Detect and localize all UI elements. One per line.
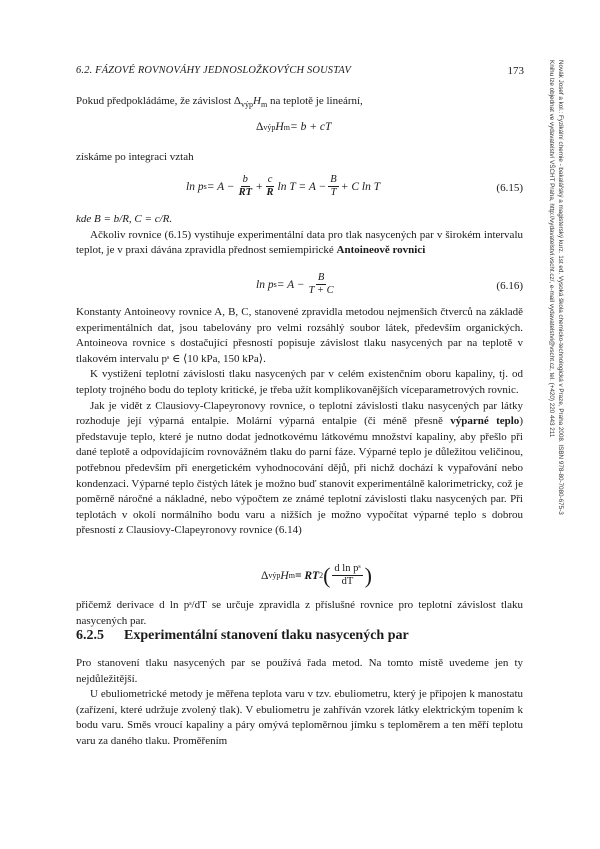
frac-top: d ln pˢ (334, 563, 361, 574)
eq-part: = A − (276, 278, 305, 291)
right-paren: ) (364, 562, 372, 588)
fraction (332, 563, 362, 588)
eq-subscript: výp (263, 122, 276, 132)
running-title: 6.2. FÁZOVÉ ROVNOVÁHY JEDNOSLOŽKOVÝCH SOUSTAV (76, 65, 351, 76)
frac-bottom: T (330, 187, 337, 198)
frac-top: b (242, 174, 248, 185)
eq-superscript: s (203, 182, 207, 191)
equation-6-15 (76, 174, 523, 204)
frac-bottom: RT (238, 187, 253, 198)
fraction (328, 174, 338, 199)
paragraph-9 (76, 656, 523, 750)
paragraph-2 (76, 150, 523, 166)
eq-subscript: m (283, 122, 290, 132)
eq-symbol: H (275, 121, 284, 133)
eq-part: = RT (294, 569, 320, 582)
fraction (307, 272, 336, 297)
frac-top: B (317, 272, 325, 283)
eq-lhs: ln p (256, 278, 274, 291)
running-head (76, 65, 523, 76)
frac-bottom: T + C (308, 285, 334, 296)
subscript: výp (241, 100, 254, 109)
left-paren: ( (323, 562, 331, 588)
paragraph-3-text: kde B = b/R, C = c/R. (76, 213, 173, 225)
section-heading (76, 628, 523, 644)
equation-number: (6.16) (496, 280, 523, 292)
paragraph-7-text-a: Jak je vidět z Clausiovy-Clapeyronovy rovnice, o teplotní závislosti tlaku nasycených par látky rozhoduje její výparná entalpie. Molární výparná entalpie (či méně přesně (76, 399, 523, 428)
eq-lhs: ln p (186, 180, 204, 193)
paragraph-10-text: U ebuliometrické metody je měřena teplota varu v tzv. ebuliometru, který je připojen k manostatu (zařízení, které udržuje zvolený tlak). V ebuliometru je zahříván vzorek látky elektrickým topením k bodu varu. Směs vroucí kapaliny a páry omývá teploměrnou jímku s teploměrem a ten měří teplotu varu za daného tlaku. Proměřením (76, 688, 523, 747)
eq-delta: Δ (261, 569, 269, 582)
side-note-line-2: Knihu lze objednat ve vydavatelství VŠCHT Praha, http://vydavatelstvi.vscht.cz/, e-mail vydavatelstvi@vscht.cz, tel. (+420) 220 443 211 (548, 60, 555, 438)
equation-number: (6.15) (496, 182, 523, 194)
equation-linear (76, 121, 523, 151)
frac-bottom: dT (341, 576, 354, 587)
paragraph-4-text: Ačkoliv rovnice (6.15) vystihuje experimentální data pro tlak nasycených par v širokém intervalu teplot, je v praxi dávána zpravidla přednost semiempirické (76, 228, 523, 257)
eq-rhs: = b + cT (289, 121, 332, 133)
paragraph-2-text: získáme po integraci vztah (76, 151, 194, 163)
symbol: H (253, 95, 261, 107)
page-number: 173 (507, 65, 524, 77)
frac-top: c (267, 174, 273, 185)
equation-hvap (76, 563, 523, 593)
section-number: 6.2.5 (76, 628, 104, 643)
frac-bottom: R (266, 187, 274, 198)
eq-part: = A − (206, 180, 235, 193)
eq-part: ln T = A − (277, 180, 327, 193)
frac-top: B (330, 174, 337, 185)
paragraph-1-end: na teplotě je lineární, (267, 95, 363, 107)
paragraph-4 (76, 228, 523, 259)
term-vyparne-teplo: výparné teplo (450, 415, 520, 428)
paragraph-6-text: K vystižení teplotní závislosti tlaku nasycených par v celém existenčním oboru kapaliny, tj. od teploty trojného bodu do teploty kritické, je třeba užít komplikovanějších víceparametrových rovnic. (76, 368, 523, 396)
paragraph-8 (76, 598, 523, 629)
paragraph-5 (76, 305, 523, 539)
eq-delta: Δ (256, 121, 264, 133)
paragraph-7 (76, 399, 523, 539)
eq-symbol: H (280, 569, 289, 582)
section-title: Experimentální stanovení tlaku nasycených par (124, 628, 409, 643)
side-note (547, 60, 565, 515)
paragraph-1-text: Pokud předpokládáme, že závislost Δ (76, 95, 242, 107)
subscript: m (260, 100, 268, 109)
eq-subscript: m (288, 571, 295, 580)
eq-superscript: s (273, 280, 277, 289)
term-antoine: Antoineově rovnici (336, 244, 426, 257)
paragraph-7-text-b: ) představuje teplo, které je nutno dodat jednotkovému látkovému množství kapaliny, aby přešlo při dané teplotě a odpovídajícím rovnovážném tlaku do parní fáze. Výparné teplo je důležitou veličinou, potřebnou především při energetickém vyhodnocování dějů, při nichž dochází k vypařování nebo kondenzaci. Výparné teplo čistých látek je možno buď stanovit experimentálně kalorimetricky, což je poměrně náročné a nákladné, nebo výpočtem ze známé teplotní závislosti tlaku nasycených par. Při teplotách v okolí normálního bodu varu a nižších je možno vypočítat výparné teplo s dobrou přesností z Clausiovy-Clapeyronovy rovnice (6.14) (76, 415, 523, 537)
eq-superscript: 2 (319, 571, 324, 580)
fraction (265, 174, 276, 199)
eq-part: + C ln T (340, 180, 381, 193)
paragraph-3 (76, 212, 523, 259)
paragraph-9-text: Pro stanovení tlaku nasycených par se používá řada metod. Na tomto místě uvedeme jen ty nejdůležitější. (76, 657, 523, 685)
paragraph-5-text: Konstanty Antoineovy rovnice A, B, C, stanovené zpravidla metodou nejmenších čtverců na základě experimentálních dat, jsou tabelovány pro velmi rozsáhlý soubor látek, především organických. Antoineova rovnice s dostačující přesností popisuje závislost tlaku nasycených par na teplotě v tlakovém intervalu pˢ ∈ ⟨10 kPa, 150 kPa⟩. (76, 306, 523, 365)
equation-6-16 (76, 272, 523, 302)
paragraph-1 (76, 94, 523, 113)
paragraph-8-text: přičemž derivace d ln pˢ/dT se určuje zpravidla z příslušné rovnice pro teplotní závislost tlaku nasycených par. (76, 599, 523, 627)
side-note-line-1: Novák Josef a kol.: Fyzikální chemie - bakalářský a magisterský kurz. 1st ed. Vysoká škola chemicko-technologická v Praze, Praha 2008. ISBN 978-80-7080-675-3 (557, 60, 564, 515)
eq-plus: + (256, 180, 263, 193)
fraction (237, 174, 254, 199)
eq-subscript: výp (268, 571, 281, 580)
